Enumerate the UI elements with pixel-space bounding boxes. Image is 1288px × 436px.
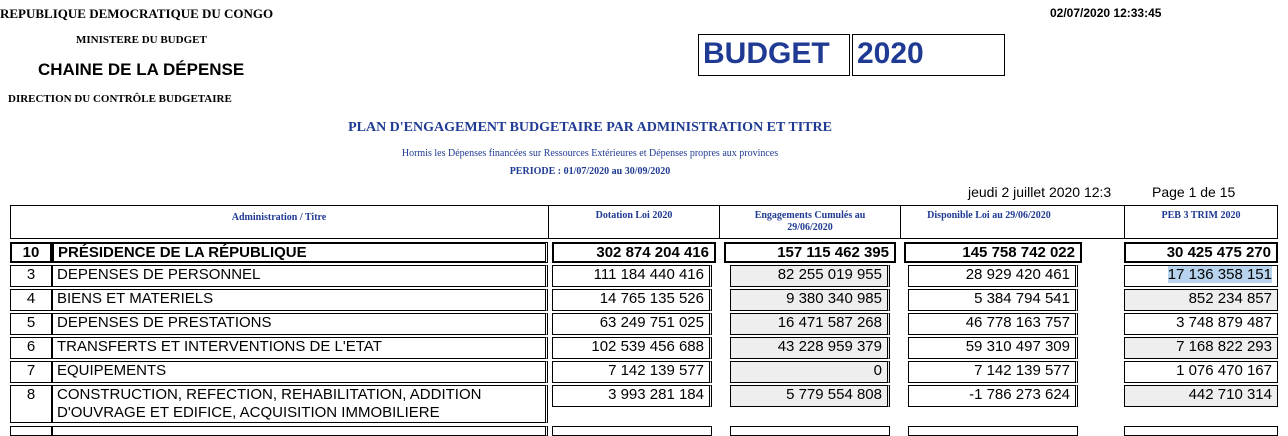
partial-row-label <box>52 426 548 436</box>
row-peb: 1 076 470 167 <box>1124 361 1278 383</box>
row-peb-selected-value[interactable]: 17 136 358 151 <box>1167 266 1272 283</box>
col-header-engagements-line2: 29/06/2020 <box>787 222 833 233</box>
row-dotation: 111 184 440 416 <box>552 265 712 287</box>
report-period: PERIODE : 01/07/2020 au 30/09/2020 <box>509 166 671 177</box>
partial-row-peb <box>1124 426 1278 436</box>
row-code: 8 <box>10 385 52 423</box>
col-header-admin: Administration / Titre <box>231 212 327 223</box>
admin-code: 10 <box>10 242 52 263</box>
admin-label: PRÉSIDENCE DE LA RÉPUBLIQUE <box>52 242 548 263</box>
chain-name: CHAINE DE LA DÉPENSE <box>38 60 245 79</box>
row-label: EQUIPEMENTS <box>52 361 548 383</box>
partial-row-code <box>10 426 52 436</box>
row-engagements: 82 255 019 955 <box>730 265 890 287</box>
ministry-name: MINISTERE DU BUDGET <box>76 34 207 46</box>
admin-disponible: 145 758 742 022 <box>904 242 1082 263</box>
row-label: TRANSFERTS ET INTERVENTIONS DE L'ETAT <box>52 337 548 359</box>
row-engagements: 43 228 959 379 <box>730 337 890 359</box>
row-disponible: 59 310 497 309 <box>908 337 1078 359</box>
partial-row-engagements <box>730 426 890 436</box>
col-header-dotation: Dotation Loi 2020 <box>595 210 673 221</box>
budget-word: BUDGET <box>703 37 830 70</box>
row-engagements: 5 779 554 808 <box>730 385 890 407</box>
budget-word-box <box>698 34 850 76</box>
row-peb: 3 748 879 487 <box>1124 313 1278 335</box>
republic-name: REPUBLIQUE DEMOCRATIQUE DU CONGO <box>0 6 274 21</box>
row-disponible: 46 778 163 757 <box>908 313 1078 335</box>
direction-name: DIRECTION DU CONTRÔLE BUDGETAIRE <box>8 93 232 105</box>
row-code: 3 <box>10 265 52 287</box>
row-code: 6 <box>10 337 52 359</box>
row-dotation: 14 765 135 526 <box>552 289 712 311</box>
row-peb[interactable] <box>1124 265 1278 287</box>
report-subtitle: Hormis les Dépenses financées sur Ressources Extérieures et Dépenses propres aux provinces <box>401 148 779 159</box>
report-title: PLAN D'ENGAGEMENT BUDGETAIRE PAR ADMINISTRATION ET TITRE <box>348 120 832 135</box>
row-engagements: 0 <box>730 361 890 383</box>
row-code: 4 <box>10 289 52 311</box>
row-code: 7 <box>10 361 52 383</box>
row-peb: 852 234 857 <box>1124 289 1278 311</box>
header-datetime: 02/07/2020 12:33:45 <box>1050 6 1162 20</box>
row-label-line2: D'OUVRAGE ET EDIFICE, ACQUISITION IMMOBILIERE <box>57 404 440 421</box>
admin-engagements: 157 115 462 395 <box>724 242 896 263</box>
row-engagements: 9 380 340 985 <box>730 289 890 311</box>
row-code: 5 <box>10 313 52 335</box>
budget-year: 2020 <box>857 37 924 70</box>
row-label: DEPENSES DE PRESTATIONS <box>52 313 548 335</box>
admin-dotation: 302 874 204 416 <box>552 242 716 263</box>
row-label-line1: CONSTRUCTION, REFECTION, REHABILITATION, ADDITION <box>57 386 482 403</box>
budget-year-box <box>852 34 1005 76</box>
col-header-engagements <box>720 210 900 234</box>
print-date: jeudi 2 juillet 2020 12:3 <box>968 184 1112 200</box>
row-label <box>52 385 548 423</box>
admin-peb: 30 425 475 270 <box>1124 242 1278 263</box>
row-engagements: 16 471 587 268 <box>730 313 890 335</box>
row-dotation: 3 993 281 184 <box>552 385 712 407</box>
row-disponible: 7 142 139 577 <box>908 361 1078 383</box>
row-label: DEPENSES DE PERSONNEL <box>52 265 548 287</box>
row-disponible: -1 786 273 624 <box>908 385 1078 407</box>
col-header-engagements-line1: Engagements Cumulés au <box>754 210 866 221</box>
row-dotation: 7 142 139 577 <box>552 361 712 383</box>
partial-row-dotation <box>552 426 712 436</box>
row-peb: 442 710 314 <box>1124 385 1278 407</box>
row-peb: 7 168 822 293 <box>1124 337 1278 359</box>
page-number: Page 1 de 15 <box>1152 184 1236 200</box>
row-label: BIENS ET MATERIELS <box>52 289 548 311</box>
row-disponible: 28 929 420 461 <box>908 265 1078 287</box>
row-dotation: 102 539 456 688 <box>552 337 712 359</box>
col-header-peb: PEB 3 TRIM 2020 <box>1161 210 1241 221</box>
row-disponible: 5 384 794 541 <box>908 289 1078 311</box>
partial-row-disponible <box>908 426 1078 436</box>
col-header-disponible: Disponible Loi au 29/06/2020 <box>927 210 1051 221</box>
row-dotation: 63 249 751 025 <box>552 313 712 335</box>
